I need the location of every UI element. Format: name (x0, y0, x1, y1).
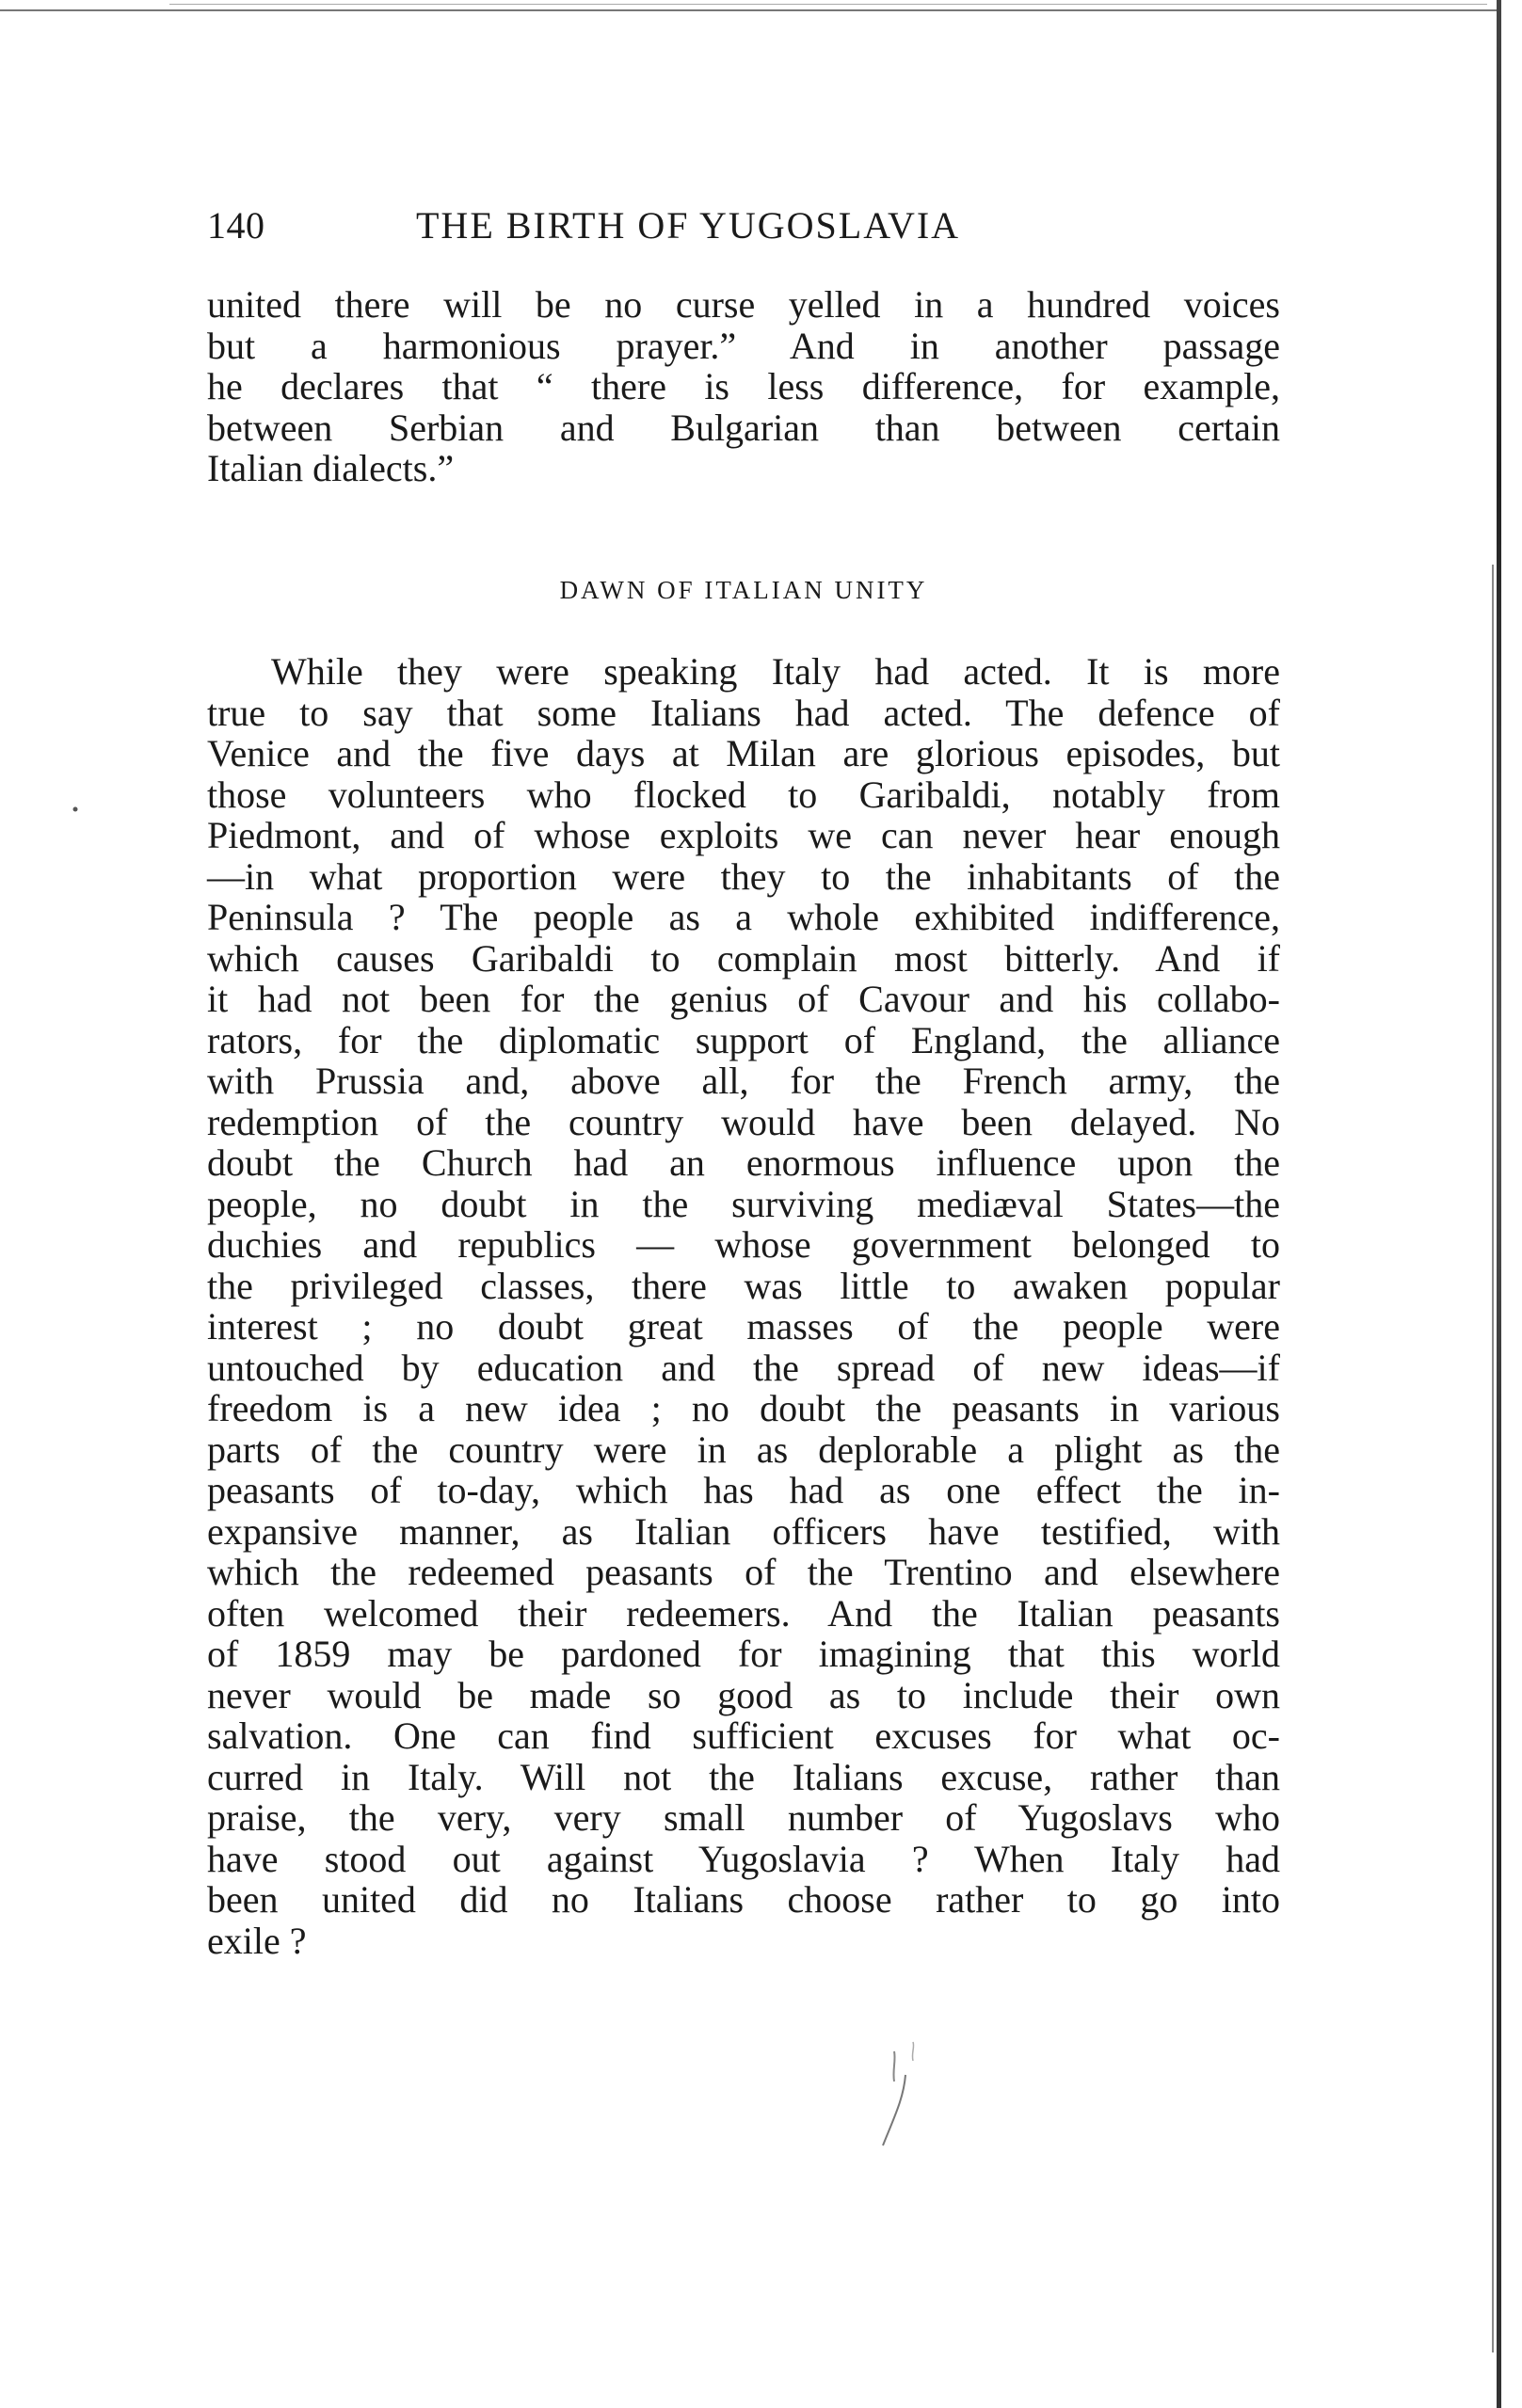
text-line: Venice and the five days at Milan are glorious episodes, but (207, 732, 1280, 774)
scan-artifact-top-line (0, 9, 1497, 11)
scan-artifact-right-edge (1497, 0, 1501, 2408)
text-line: with Prussia and, above all, for the French army, the (207, 1060, 1280, 1102)
text-line: expansive manner, as Italian officers have testified, with (207, 1509, 1280, 1553)
text-line: those volunteers who flocked to Garibaldi, notably from (207, 773, 1280, 816)
text-line: freedom is a new idea ; no doubt the peasants in various (207, 1387, 1280, 1429)
text-line: praise, the very, very small number of Yugoslavs who (207, 1796, 1280, 1839)
text-line: never would be made so good as to include their own (207, 1673, 1280, 1716)
text-line: curred in Italy. Will not the Italians excuse, rather than (207, 1755, 1280, 1798)
opening-paragraph (207, 284, 1280, 489)
text-line: which causes Garibaldi to complain most bitterly. And if (207, 936, 1280, 980)
text-line: he declares that “ there is less difference, for example, (207, 365, 1280, 407)
text-line: but a harmonious prayer.” And in another passage (207, 324, 1280, 367)
text-line: been united did no Italians choose rather to go into (207, 1878, 1280, 1921)
text-line: true to say that some Italians had acted. The defence of (207, 691, 1280, 734)
text-line: duchies and republics — whose government belonged to (207, 1223, 1280, 1266)
section-heading: DAWN OF ITALIAN UNITY (559, 576, 928, 604)
page-number: 140 (207, 204, 265, 247)
text-line: it had not been for the genius of Cavour and his collabo- (207, 978, 1280, 1020)
text-line: interest ; no doubt great masses of the people were (207, 1305, 1280, 1348)
text-line: Italian dialects.” (207, 447, 455, 489)
text-line: often welcomed their redeemers. And the Italian peasants (207, 1591, 1280, 1635)
text-line: While they were speaking Italy had acted. It is more (271, 650, 1280, 693)
text-line: people, no doubt in the surviving mediæval States—the (207, 1182, 1280, 1225)
text-line: Peninsula ? The people as a whole exhibited indifference, (207, 896, 1280, 938)
scan-artifact-right-edge-faint (1492, 565, 1494, 2352)
text-line: peasants of to-day, which has had as one effect the in- (207, 1469, 1280, 1511)
text-line: untouched by education and the spread of new ideas—if (207, 1346, 1280, 1389)
text-line: between Serbian and Bulgarian than between certain (207, 406, 1280, 449)
text-line: rators, for the diplomatic support of England, the alliance (207, 1018, 1280, 1061)
scan-artifact-top-faint (169, 4, 1487, 5)
text-line: —in what proportion were they to the inhabitants of the (207, 854, 1280, 898)
text-line: have stood out against Yugoslavia ? When Italy had (207, 1837, 1280, 1880)
text-line: Piedmont, and of whose exploits we can never hear enough (207, 814, 1280, 856)
text-line: of 1859 may be pardoned for imagining that this world (207, 1633, 1280, 1675)
main-paragraph (207, 651, 1280, 1961)
text-line: exile ? (207, 1919, 307, 1962)
text-line: redemption of the country would have been delayed. No (207, 1100, 1280, 1143)
text-line: salvation. One can find sufficient excuses for what oc- (207, 1714, 1280, 1757)
text-line: parts of the country were in as deplorable a plight as the (207, 1427, 1280, 1471)
page-header (207, 198, 1290, 254)
scan-speck (71, 805, 80, 814)
text-line: the privileged classes, there was little to awaken popular (207, 1264, 1280, 1307)
text-line: which the redeemed peasants of the Trentino and elsewhere (207, 1551, 1280, 1593)
pencil-mark (847, 2033, 960, 2164)
text-line: doubt the Church had an enormous influence upon the (207, 1141, 1280, 1184)
text-line: united there will be no curse yelled in a hundred voices (207, 283, 1280, 326)
running-title: THE BIRTH OF YUGOSLAVIA (416, 204, 961, 247)
